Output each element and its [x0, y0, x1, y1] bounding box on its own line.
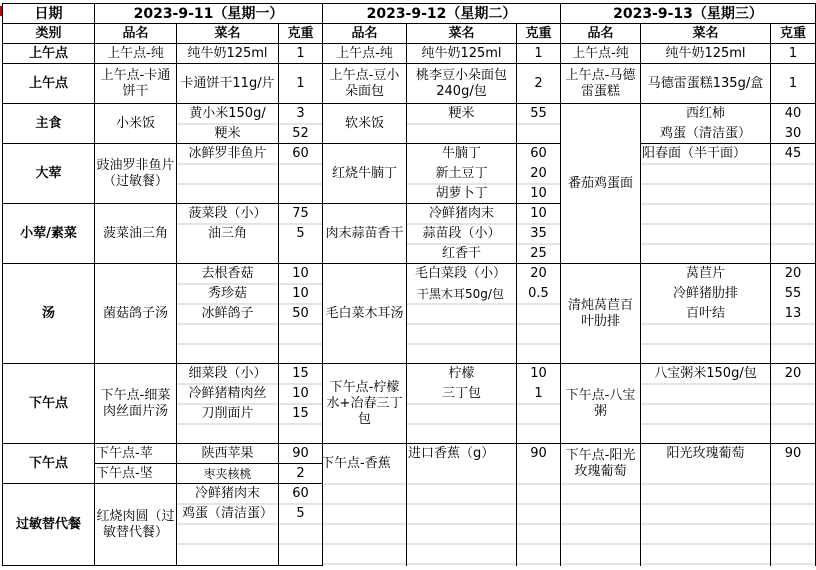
day3-main-item-3: 阳春面（半干面） — [642, 146, 747, 161]
day3-am2-weight: 1 — [788, 75, 798, 91]
day1-pm2a-item: 陕西苹果 — [201, 445, 254, 461]
day1-pm2b-weight: 2 — [296, 465, 305, 481]
day3-am2-item: 马德雷蛋糕135g/盒 — [647, 75, 764, 91]
day2-main-item-3: 胡萝卜丁 — [435, 186, 488, 201]
day3-main-weight-1: 40 — [784, 106, 802, 121]
header-item-day1: 菜名 — [214, 25, 241, 41]
day1-staple-item-1: 黄小米150g/ — [189, 106, 266, 121]
day2-pm2-item: 进口香蕉（g） — [408, 446, 495, 461]
category-am-snack-2: 上午点 — [28, 75, 68, 91]
day1-staple-weight-1: 3 — [296, 106, 305, 121]
day3-main-weight-3: 45 — [784, 146, 802, 161]
day2-am2-dish: 上午点-豆小朵面包 — [329, 67, 400, 99]
category-pm-snack-1: 下午点 — [28, 395, 68, 411]
day1-main-item-1: 冰鲜罗非鱼片 — [188, 146, 267, 161]
day3-am1-dish: 上午点-纯 — [572, 45, 629, 61]
day2-staple-weight-1: 55 — [530, 106, 547, 121]
day1-soup-item-1: 去根香菇 — [201, 266, 254, 281]
day2-am1-item: 纯牛奶125ml — [421, 45, 502, 61]
day3-pm2-dish: 下午点-阳光玫瑰葡萄 — [565, 447, 636, 479]
day2-am1-dish: 上午点-纯 — [336, 45, 393, 61]
day3-main-item-1: 西红柿 — [685, 106, 725, 121]
category-staple: 主食 — [35, 115, 62, 131]
day1-allergy-item-1: 冷鲜猪肉末 — [194, 486, 260, 501]
day1-side-dish: 菠菜油三角 — [102, 225, 168, 241]
day1-soup-weight-1: 10 — [292, 266, 309, 281]
day1-date: 2023-9-11（星期一） — [133, 5, 284, 22]
day1-side-weight-2: 5 — [296, 226, 305, 241]
category-main-meat: 大荤 — [35, 165, 62, 181]
header-item-day2: 菜名 — [448, 25, 475, 41]
day2-side-weight-3: 25 — [530, 246, 547, 261]
day1-pm1-weight-3: 15 — [292, 406, 309, 421]
day3-pm1-dish: 下午点-八宝粥 — [565, 387, 636, 419]
day2-soup-item-1: 毛白菜段（小） — [414, 266, 506, 281]
day1-pm2b-item: 枣夹核桃 — [203, 466, 252, 481]
day2-pm1-weight-2: 1 — [534, 386, 543, 401]
day1-soup-weight-3: 50 — [292, 306, 309, 321]
day2-main-weight-1: 60 — [530, 146, 547, 161]
category-side: 小荤/素菜 — [20, 225, 77, 241]
day3-soup-dish: 清炖莴苣百叶肋排 — [567, 297, 633, 329]
date-label: 日期 — [34, 5, 63, 22]
day1-staple-dish: 小米饭 — [115, 115, 155, 131]
day2-pm1-weight-1: 10 — [530, 366, 547, 381]
day3-soup-item-1: 莴苣片 — [685, 266, 725, 281]
day3-pm2-item: 阳光玫瑰葡萄 — [666, 446, 745, 461]
day2-main-weight-3: 10 — [530, 186, 547, 201]
day3-soup-weight-2: 55 — [784, 286, 802, 301]
day1-am2-item: 卡通饼干11g/片 — [180, 75, 275, 91]
day2-main-item-1: 牛腩丁 — [441, 146, 481, 161]
header-weight-day2: 克重 — [525, 25, 552, 41]
day2-pm1-item-1: 柠檬 — [448, 366, 475, 381]
day1-pm1-item-3: 刀削面片 — [201, 406, 254, 421]
day2-date: 2023-9-12（星期二） — [366, 5, 517, 22]
day2-side-item-3: 红香干 — [441, 246, 481, 261]
day1-pm2a-dish: 下午点-苹 — [96, 445, 153, 461]
day2-soup-weight-1: 20 — [530, 266, 547, 281]
day1-am1-weight: 1 — [296, 45, 305, 61]
day1-am1-item: 纯牛奶125ml — [187, 45, 268, 61]
day3-am2-dish: 上午点-马德雷蛋糕 — [565, 67, 636, 99]
day3-am1-item: 纯牛奶125ml — [665, 45, 746, 61]
header-item-day3: 菜名 — [692, 25, 719, 41]
day1-am2-weight: 1 — [296, 75, 305, 91]
day3-soup-weight-1: 20 — [784, 266, 802, 281]
day1-soup-item-3: 冰鲜鸽子 — [201, 306, 254, 321]
day2-main-dish: 红烧牛腩丁 — [331, 165, 397, 181]
day3-main-weight-2: 30 — [784, 126, 802, 141]
day1-pm1-weight-1: 15 — [292, 366, 309, 381]
day2-soup-dish: 毛白菜木耳汤 — [325, 305, 404, 321]
header-dish-day2: 品名 — [351, 25, 378, 41]
category-soup: 汤 — [41, 305, 55, 321]
header-dish-day1: 品名 — [122, 25, 149, 41]
day1-main-dish: 豉油罗非鱼片（过敏餐） — [96, 157, 175, 189]
day2-soup-weight-2: 0.5 — [528, 286, 549, 301]
day3-pm1-item-1: 八宝粥米150g/包 — [654, 366, 757, 381]
day1-pm1-dish: 下午点-细菜肉丝面片汤 — [100, 387, 171, 419]
day1-side-item-2: 油三角 — [207, 226, 247, 241]
day1-soup-dish: 菌菇鸽子汤 — [102, 305, 168, 321]
day2-main-weight-2: 20 — [530, 166, 547, 181]
day1-side-weight-1: 75 — [292, 206, 309, 221]
category-am-snack-1: 上午点 — [28, 45, 68, 61]
day2-pm1-item-2: 三丁包 — [441, 386, 481, 401]
day2-pm2-dish: 下午点-香蕉 — [321, 455, 391, 471]
day1-soup-item-2: 秀珍菇 — [207, 286, 247, 301]
day2-side-dish: 肉末蒜苗香干 — [325, 225, 404, 241]
day1-main-weight-1: 60 — [292, 146, 309, 161]
day2-side-weight-1: 10 — [530, 206, 547, 221]
day1-staple-item-2: 粳米 — [214, 126, 241, 141]
day1-pm1-weight-2: 10 — [292, 386, 309, 401]
day1-allergy-weight-1: 60 — [292, 486, 309, 501]
day1-pm1-item-1: 细菜段（小） — [188, 366, 267, 381]
day2-am1-weight: 1 — [534, 45, 543, 61]
day3-am1-weight: 1 — [788, 45, 798, 61]
day3-pm2-weight: 90 — [784, 446, 802, 461]
day3-soup-item-2: 冷鲜猪肋排 — [672, 286, 738, 301]
day1-allergy-item-2: 鸡蛋（清洁蛋） — [181, 506, 273, 521]
header-category: 类别 — [35, 25, 62, 41]
day2-pm1-dish: 下午点-柠檬水+冶春三丁包 — [326, 379, 403, 427]
category-pm-snack-2: 下午点 — [28, 455, 68, 471]
day1-staple-weight-2: 52 — [292, 126, 309, 141]
header-weight-day1: 克重 — [287, 25, 314, 41]
day1-soup-weight-2: 10 — [292, 286, 309, 301]
day3-soup-item-3: 百叶结 — [685, 306, 725, 321]
day1-am1-dish: 上午点-纯 — [107, 45, 164, 61]
day1-am2-dish: 上午点-卡通饼干 — [100, 67, 171, 99]
day1-pm2b-dish: 下午点-坚 — [96, 465, 153, 481]
day2-soup-item-2: 干黑木耳50g/包 — [417, 287, 504, 301]
day2-side-item-2: 蒜苗段（小） — [422, 226, 501, 241]
category-allergy: 过敏替代餐 — [15, 516, 81, 532]
day1-allergy-dish: 红烧肉圆（过敏替代餐） — [96, 508, 175, 540]
day2-am2-weight: 2 — [534, 75, 543, 91]
day3-main-item-2: 鸡蛋（清洁蛋） — [659, 126, 751, 141]
day3-soup-weight-3: 13 — [784, 306, 802, 321]
day1-pm2a-weight: 90 — [292, 445, 309, 461]
day2-staple-dish: 软米饭 — [344, 115, 384, 131]
day2-main-item-2: 新土豆丁 — [435, 166, 488, 181]
day3-date: 2023-9-13（星期三） — [613, 5, 763, 22]
header-dish-day3: 品名 — [587, 25, 614, 41]
day1-pm1-item-2: 冷鲜猪精肉丝 — [188, 386, 267, 401]
day2-side-weight-2: 35 — [530, 226, 547, 241]
day2-pm2-weight: 90 — [530, 446, 547, 461]
day2-side-item-1: 冷鲜猪肉末 — [428, 206, 494, 221]
day3-main-dish: 番茄鸡蛋面 — [567, 175, 633, 191]
day1-allergy-weight-2: 5 — [296, 506, 305, 521]
day1-side-item-1: 菠菜段（小） — [188, 206, 267, 221]
day3-pm1-weight-1: 20 — [784, 366, 802, 381]
day2-am2-item: 桃李豆小朵面包 240g/包 — [415, 67, 507, 99]
header-weight-day3: 克重 — [779, 25, 806, 41]
day2-staple-item-1: 粳米 — [448, 106, 475, 121]
